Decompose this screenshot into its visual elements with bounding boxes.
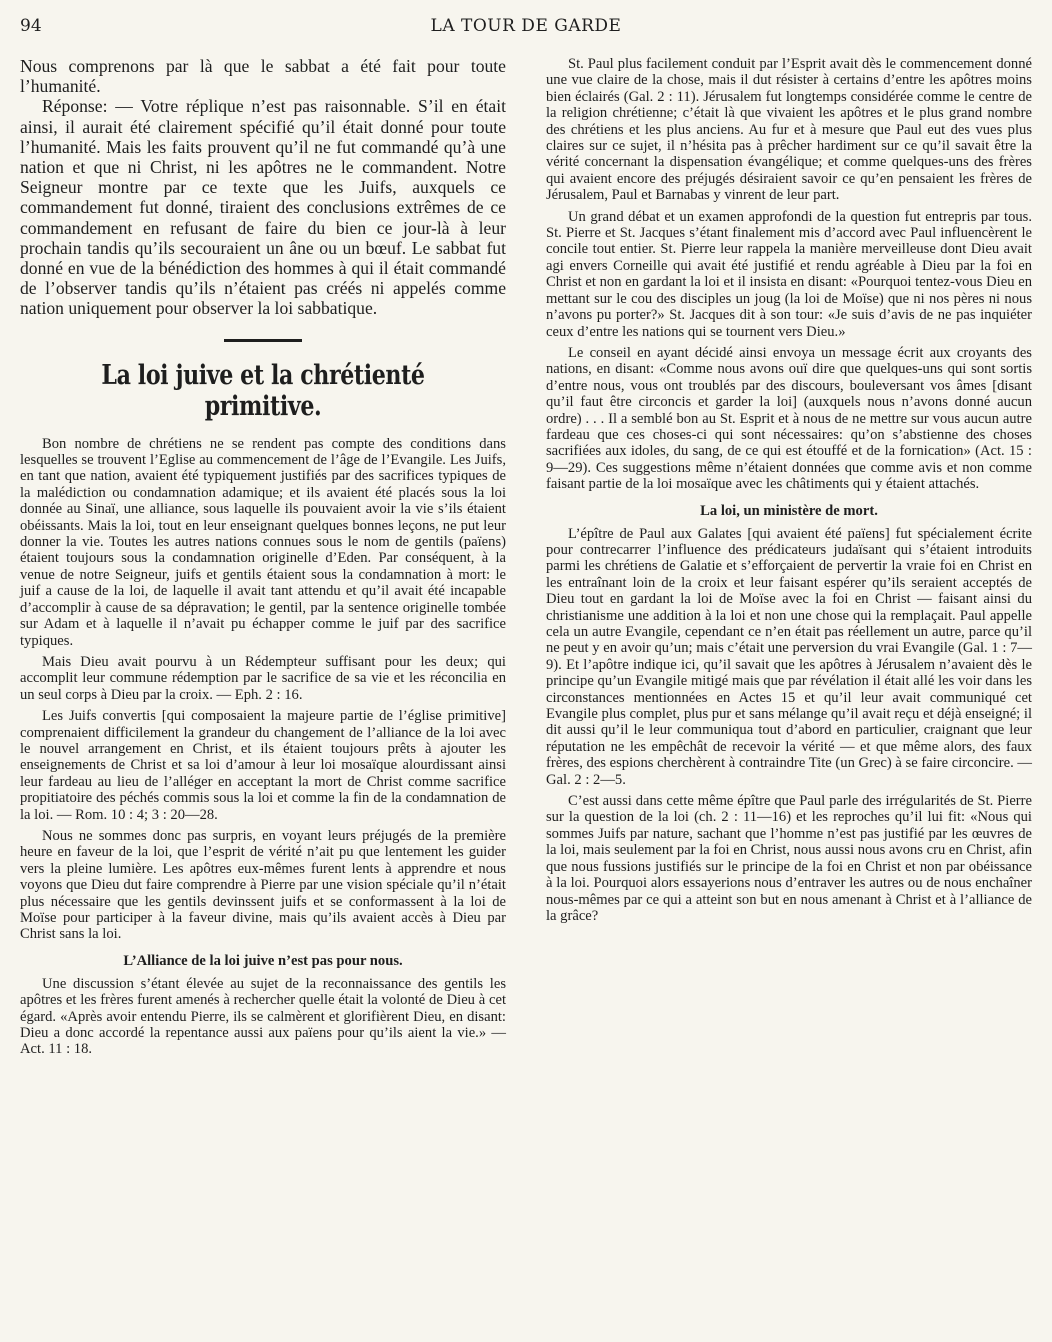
section-divider bbox=[224, 339, 302, 342]
running-title: LA TOUR DE GARDE bbox=[430, 16, 622, 36]
paragraph: Un grand débat et un examen approfondi de la question fut entrepris par tous. St. Pierre et St. Jacques s’étant finalement mis d’accord avec Paul influencèrent le concile tout entier. St. Pierre leur rappela la manière merveilleuse dont Dieu avait agi envers Corneille qui avait été justifié et rendu agréable à Dieu par la foi en Christ et non en gardant la loi et il insista en disant: «Pourquoi tentez-vous Dieu en mettant sur le cou des disciples un joug (la loi de Moïse) que ni nos pères ni nous n’avons pu porter?» St. Jacques dit à son tour: «Je suis d’avis de ne pas inquiéter ceux d’entre les nations qui se tournent vers Dieu.» bbox=[546, 208, 1032, 340]
left-column bbox=[20, 56, 506, 1058]
paragraph: C’est aussi dans cette même épître que Paul parle des irrégularités de St. Pierre sur la question de la loi (ch. 2 : 11—16) et les reproches qu’il lui fit: «Nous qui sommes Juifs par nature, sachant que l’homme n’est pas justifié par les œuvres de la loi, mais seulement par la foi en Christ, nous aussi nous avons cru en Christ, afin que nous fussions justifiés sur le principe de la foi en Christ et non par obéissance à la loi. Pourquoi alors essayerions nous d’entraver les autres ou de nous enchaîner nous-mêmes par ce qui a atteint son but en nous amenant à Christ et à l’alliance de la grâce? bbox=[546, 793, 1032, 924]
paragraph: L’épître de Paul aux Galates [qui avaient été païens] fut spécialement écrite pour contrecarrer l’influence des prédicateurs judaïsant qui s’étaient introduits parmi les chrétiens de Galatie et s’efforçaient de pervertir la vraie foi en Christ en les entraînant loin de la croix et leur faisant espérer qu’ils seraient acceptés de Dieu tout en gardant la loi de Moïse avec la foi en Christ — faisant ainsi du christianisme une addition à la loi et non une chose qui la remplaçait. Paul appelle cela un autre Evangile, cependant ce n’en était pas réellement un autre, parce qu’il ne peut y en avoir qu’un; mais c’était une perversion du vrai Evangile (Gal. 1 : 7—9). Et l’apôtre indique ici, qu’il savait que les apôtres à Jérusalem n’avaient dès le principe qu’un Evangile mitigé mais que par révélation il était allé les voir dans les circonstances mentionnées en Actes 15 et qu’il leur avait communiqué cet Evangile plus complet, plus pur et sans mélange qu’il avait reçu et déjà enseigné; il dit aussi qu’il le leur communiqua tout d’abord en particulier, craignant que leur réputation ne les empêchât de recevoir la vérité — et que même alors, des faux frères, des espions cherchèrent à contraindre Tite (un Grec) à se faire circoncire. — Gal. 2 : 2—5. bbox=[546, 525, 1032, 788]
paragraph: Nous ne sommes donc pas surpris, en voyant leurs préjugés de la première heure en faveur de la loi, que l’esprit de vérité n’ait pu que lentement les guider vers la pleine lumière. Les apôtres eux-mêmes furent lents à apprendre et nous voyons que Dieu dut faire comprendre à Pierre par une vision spéciale qu’il n’était plus nécessaire que les gentils devinssent juifs et se conformassent à la loi de Moïse pour participer à la faveur divine, mais qu’ils avaient accès à Dieu par Christ sans la loi. bbox=[20, 827, 506, 943]
section-title: La loi juive et la chrétienté primitive. bbox=[101, 359, 425, 422]
paragraph: Nous comprenons par là que le sabbat a été fait pour toute l’humanité. bbox=[20, 56, 506, 97]
paragraph: St. Paul plus facilement conduit par l’Esprit avait dès le commencement donné une vue claire de la chose, mais il dut résister à certains d’entre les apôtres moins bien éclairés (Gal. 2 : 11). Jérusalem fut longtemps considérée comme le centre de la religion chrétienne; c’était là que vivaient les apôtres et le plus grand nombre des chrétiens et les plus anciens. Au fur et à mesure que Paul eut des vues plus claires sur ce sujet, il n’hésita pas à prêcher hardiment sur ce qu’il savait être la vérité concernant la dispensation évangélique; et comme quelques-uns des frères qui avaient encore des préjugés désiraient savoir ce qu’en pensaient les frères de Jérusalem, Paul et Barnabas y vinrent de leur part. bbox=[546, 56, 1032, 204]
paragraph: Le conseil en ayant décidé ainsi envoya un message écrit aux croyants des nations, en disant: «Comme nous avons ouï dire que quelques-uns qui sont sortis d’entre nous, vous ont troublés par des discours, bouleversant vos âmes [disant qu’il faut être circoncis et garder la loi] (auxquels nous n’avons donné aucun ordre) . . . Il a semblé bon au St. Esprit et à nous de ne mettre sur vous aucun autre fardeau que ces choses-ci qui sont nécessaires: qu’on s’abstienne des choses sacrifiées aux idoles, du sang, de ce qui est étouffé et de la fornication» (Act. 15 : 9—29). Ces suggestions même n’étaient données que comme avis et non comme faisant partie de la loi mosaïque avec les châtiments qui y étaient attachés. bbox=[546, 344, 1032, 493]
subheading: L’Alliance de la loi juive n’est pas pour nous. bbox=[123, 952, 403, 969]
page-header bbox=[0, 14, 1052, 42]
paragraph: Mais Dieu avait pourvu à un Rédempteur suffisant pour les deux; qui accomplit leur commune rédemption par le sacrifice de sa vie et les réconcilia en un seul corps à Dieu par la croix. — Eph. 2 : 16. bbox=[20, 653, 506, 703]
paragraph: Bon nombre de chrétiens ne se rendent pas compte des conditions dans lesquelles se trouvent l’Eglise au commencement de l’âge de l’Evangile. Les Juifs, en tant que nation, avaient été typiquement justifiés par des sacrifices typiques de la malédiction ou condamnation adamique; et ils avaient été placés sous la loi donnée au Sinaï, une alliance, sous laquelle ils pouvaient avoir la vie s’ils étaient obéissants. Mais la loi, tout en leur enseignant quelques bonnes leçons, ne put leur donner la vie. Toutes les autres nations connues sous le nom de gentils (païens) étaient toujours sous la condamnation originelle d’Eden. Par conséquent, à la venue de notre Seigneur, juifs et gentils étaient sous la condamnation à mort: le juif a cause de la loi, de laquelle il avait tant attendu et qu’il avait été incapable d’accomplir à cause de sa dépravation; le gentil, par la sentence originelle tombée sur Adam et à laquelle il n’avait pu échapper comme le juif par des sacrifice typiques. bbox=[20, 435, 506, 649]
right-column bbox=[546, 56, 1032, 924]
page-number: 94 bbox=[20, 16, 42, 36]
paragraph: Les Juifs convertis [qui composaient la majeure partie de l’église primitive] comprenaient difficilement la grandeur du changement de l’alliance de la loi avec le nouvel arrangement en Christ, et ils étaient toujours prêts à ajouter les enseignements de Christ et sa loi d’amour à leur loi mosaïque alourdissant ainsi leur fardeau au lieu de l’alléger en acceptant la mort de Christ comme sacrifice propitiatoire des péchés commis sous la loi et comme la fin de la condamnation de la loi. — Rom. 10 : 4; 3 : 20—28. bbox=[20, 708, 506, 823]
subheading: La loi, un ministère de mort. bbox=[700, 502, 878, 519]
paragraph: Réponse: — Votre réplique n’est pas raisonnable. S’il en était ainsi, il aurait été clairement spécifié qu’il était donné pour toute l’humanité. Mais les faits prouvent qu’il ne fut commandé qu’à une nation et que ni Christ, ni les apôtres ne le commandent. Notre Seigneur montre par ce texte que les Juifs, auxquels ce commandement fut donné, tiraient des conclusions extrêmes de ce commandement en refusant de faire du bien ce jour-là à leur prochain tandis qu’ils secouraient un âne ou un bœuf. Le sabbat fut donné en vue de la bénédiction des hommes à qui il était commandé de l’observer tandis qu’ils n’étaient pas créés ni appelés comme nation uniquement pour observer la loi sabbatique. bbox=[20, 96, 506, 319]
paragraph: Une discussion s’étant élevée au sujet de la reconnaissance des gentils les apôtres et les frères furent amenés à rechercher quelle était la volonté de Dieu à cet égard. «Après avoir entendu Pierre, ils se calmèrent et glorifièrent Dieu, en disant: Dieu a donc accordé la repentance aussi aux païens pour qu’ils aient la vie.» — Act. 11 : 18. bbox=[20, 975, 506, 1058]
